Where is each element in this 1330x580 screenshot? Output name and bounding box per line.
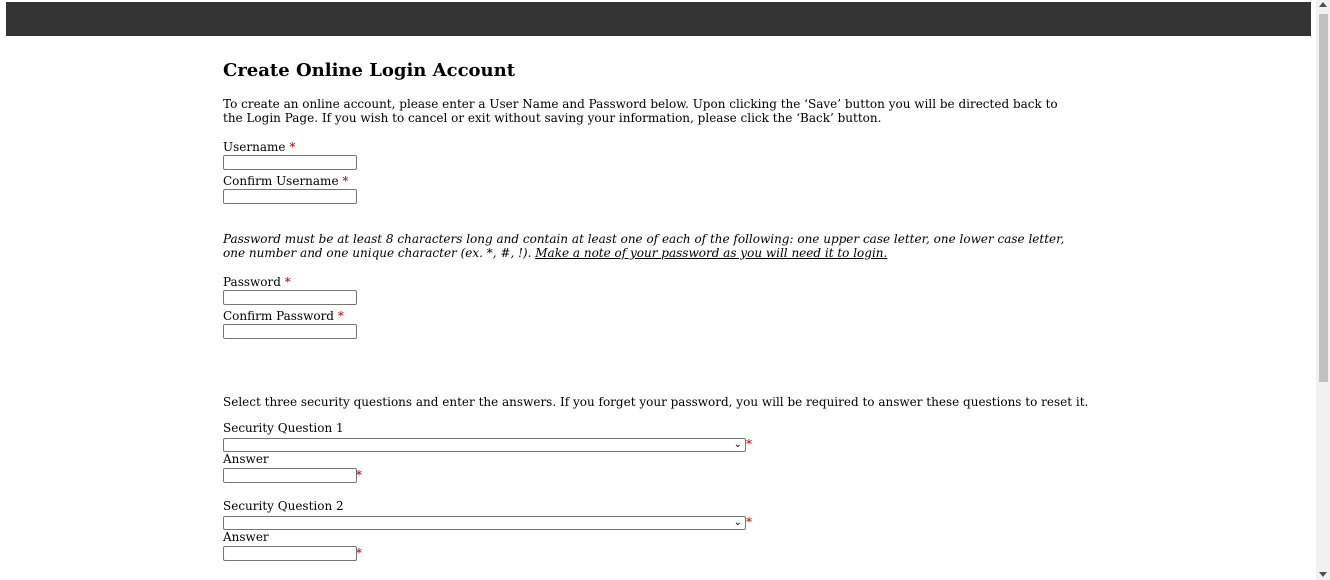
password-label: Password * [223, 275, 291, 289]
scroll-down-arrow-icon[interactable] [1319, 572, 1327, 577]
security-question-2-select[interactable] [223, 516, 746, 530]
answer-1-label: Answer [223, 452, 269, 466]
header-bar [6, 2, 1311, 36]
security-question-2-label: Security Question 2 [223, 499, 344, 513]
required-mark: * [337, 309, 344, 323]
security-intro-text: Select three security questions and enter the answers. If you forget your password, you will be required to answer these questions to reset it. [223, 395, 1089, 409]
username-label: Username * [223, 140, 296, 154]
required-mark: * [746, 515, 752, 529]
confirm-password-label: Confirm Password * [223, 309, 344, 323]
security-question-1-select[interactable] [223, 438, 746, 452]
password-input[interactable] [223, 290, 357, 305]
security-question-1-label: Security Question 1 [223, 421, 344, 435]
confirm-username-label: Confirm Username * [223, 174, 349, 188]
answer-2-input[interactable] [223, 546, 357, 561]
required-mark: * [356, 468, 362, 482]
answer-1-input[interactable] [223, 468, 357, 483]
confirm-username-input[interactable] [223, 189, 357, 204]
chevron-down-icon: ⌄ [733, 517, 742, 528]
top-links [18, 0, 130, 1]
page-title: Create Online Login Account [223, 60, 516, 81]
scroll-up-arrow-icon[interactable] [1319, 2, 1327, 7]
required-mark: * [289, 140, 296, 154]
required-mark: * [356, 546, 362, 560]
required-mark: * [284, 275, 291, 289]
password-requirements-note: Password must be at least 8 characters long and contain at least one of each of the following: one upper case letter, one lower case letter, one number and one unique character (ex. *, #, !). Make a note of your password as you will need it to login. [223, 232, 1065, 260]
chevron-down-icon: ⌄ [733, 439, 742, 450]
vertical-scrollbar[interactable] [1316, 0, 1330, 580]
required-mark: * [342, 174, 349, 188]
username-input[interactable] [223, 155, 357, 170]
intro-text: To create an online account, please enter a User Name and Password below. Upon clicking the ‘Save’ button you will be directed back to the Login Page. If you wish to cancel or exit without saving your information, please click the ‘Back’ button. [223, 97, 1058, 125]
password-note-emphasis: Make a note of your password as you will need it to login. [535, 246, 888, 260]
required-mark: * [746, 437, 752, 451]
scroll-thumb[interactable] [1319, 14, 1328, 382]
answer-2-label: Answer [223, 530, 269, 544]
confirm-password-input[interactable] [223, 324, 357, 339]
